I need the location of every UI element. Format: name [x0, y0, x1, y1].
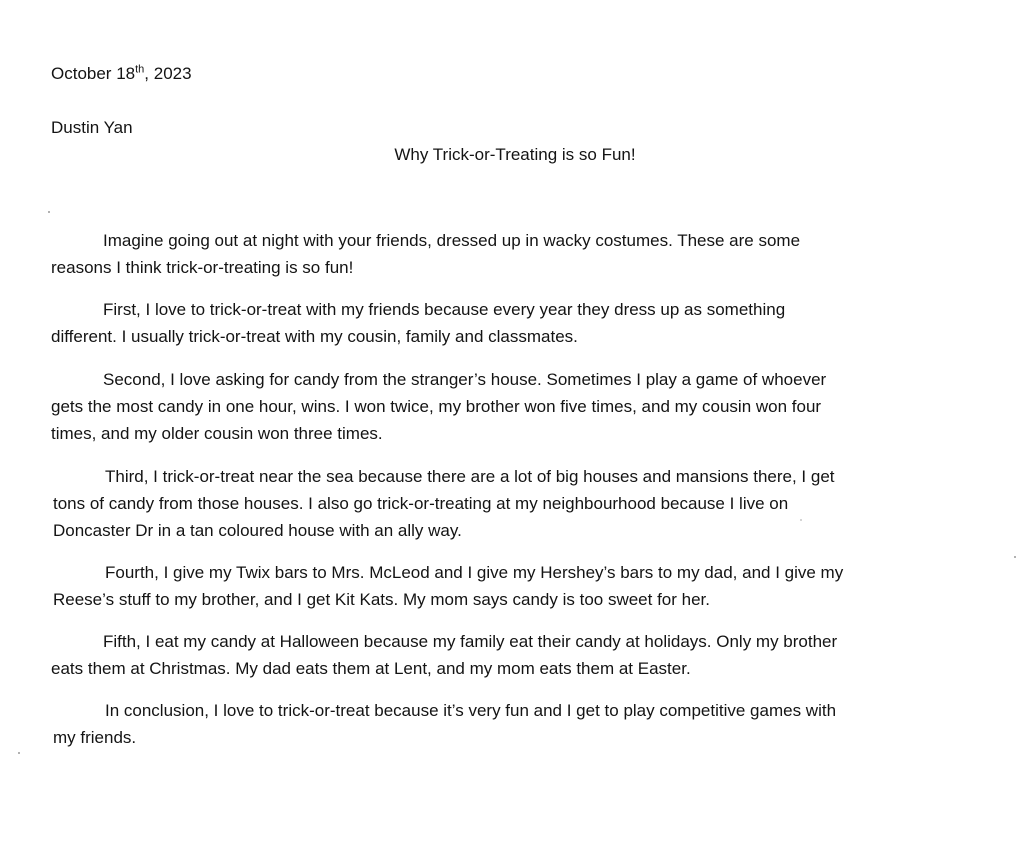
paragraph-line: tons of candy from those houses. I also go trick-or-treating at my neighbourhood because I live on [53, 494, 789, 513]
paragraph-second [51, 366, 826, 447]
scan-speck [800, 519, 802, 521]
paragraph-line: Second, I love asking for candy from the stranger’s house. Sometimes I play a game of whoever [103, 370, 827, 389]
paragraph-line: reasons I think trick-or-treating is so fun! [51, 258, 354, 277]
paragraph-fourth [53, 559, 843, 613]
paragraph-line: my friends. [53, 728, 137, 747]
date-month-day: October 18 [51, 64, 136, 83]
paragraph-line: gets the most candy in one hour, wins. I won twice, my brother won five times, and my cousin won four [51, 397, 822, 416]
paragraph-third [53, 463, 835, 544]
date-line [51, 63, 192, 85]
scan-speck [1014, 556, 1016, 558]
paragraph-conclusion [53, 697, 836, 751]
paragraph-fifth [51, 628, 837, 682]
paragraph-line: Fourth, I give my Twix bars to Mrs. McLeod and I give my Hershey’s bars to my dad, and I give my [105, 563, 844, 582]
paragraph-line: Third, I trick-or-treat near the sea because there are a lot of big houses and mansions there, I get [105, 467, 835, 486]
paragraph-intro [51, 227, 800, 281]
scan-speck [18, 752, 20, 754]
date-ordinal-suffix: th [135, 63, 145, 76]
paragraph-line: First, I love to trick-or-treat with my friends because every year they dress up as something [103, 300, 786, 319]
date-year: , 2023 [144, 64, 192, 83]
scan-speck [48, 211, 50, 213]
essay-title: Why Trick-or-Treating is so Fun! [394, 145, 636, 164]
paragraph-line: times, and my older cousin won three times. [51, 424, 383, 443]
paragraph-line: Fifth, I eat my candy at Halloween because my family eat their candy at holidays. Only my brother [103, 632, 838, 651]
paragraph-line: different. I usually trick-or-treat with my cousin, family and classmates. [51, 327, 578, 346]
paragraph-line: Doncaster Dr in a tan coloured house with an ally way. [53, 521, 462, 540]
paragraph-line: In conclusion, I love to trick-or-treat because it’s very fun and I get to play competitive games with [105, 701, 837, 720]
paragraph-line: Imagine going out at night with your friends, dressed up in wacky costumes. These are some [103, 231, 801, 250]
paragraph-line: Reese’s stuff to my brother, and I get Kit Kats. My mom says candy is too sweet for her. [53, 590, 710, 609]
paragraph-first [51, 296, 785, 350]
author-name: Dustin Yan [51, 118, 133, 137]
paragraph-line: eats them at Christmas. My dad eats them at Lent, and my mom eats them at Easter. [51, 659, 691, 678]
